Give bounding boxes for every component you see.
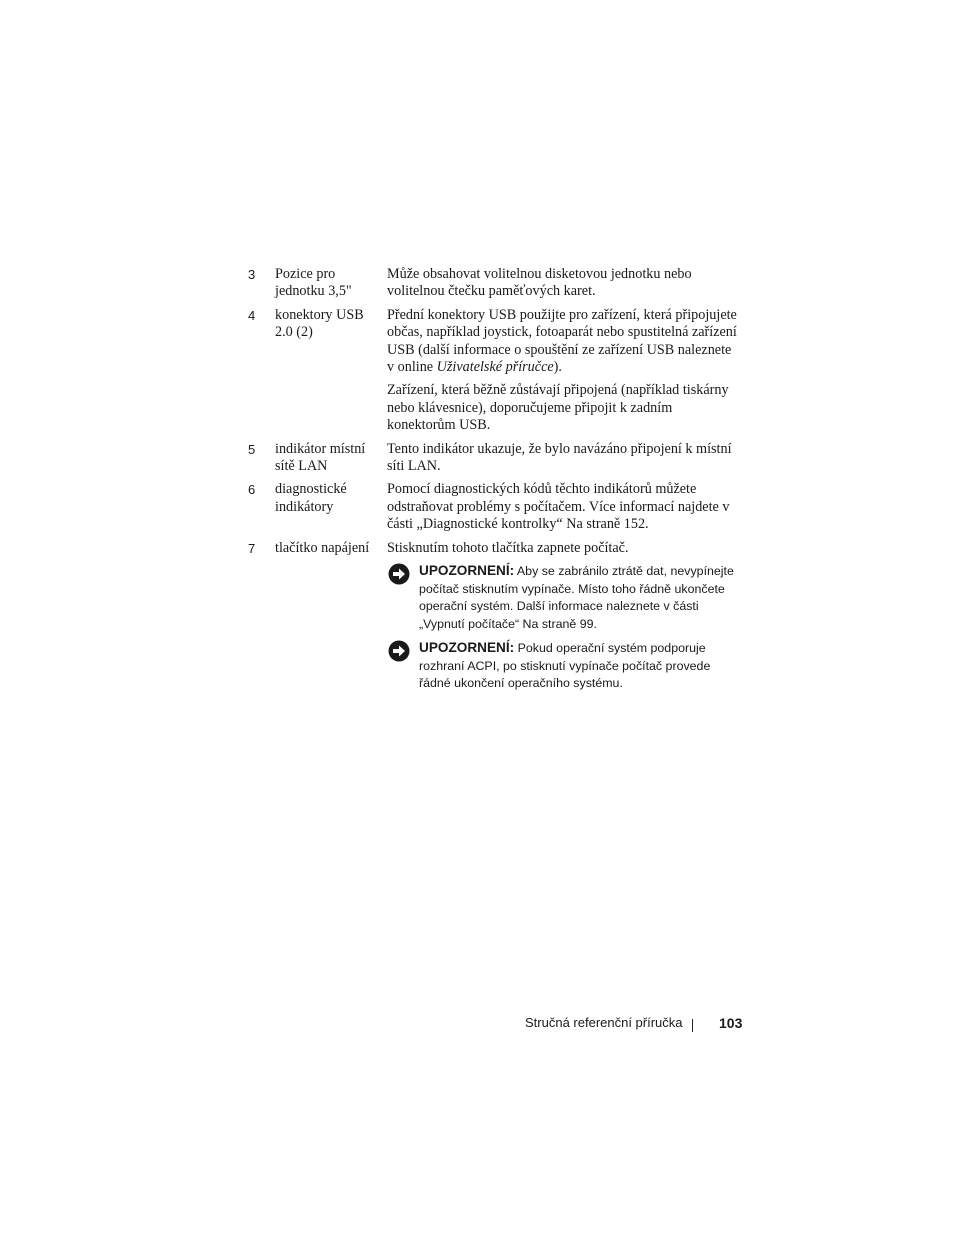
description-paragraph: Stisknutím tohoto tlačítka zapnete počítač. <box>387 539 629 556</box>
description-paragraph: Pomocí diagnostických kódů těchto indikátorů můžete odstraňovat problémy s počítačem. Více informací najdete v části „Diagnostické kontrolky“ Na straně 152. <box>387 481 730 533</box>
component-name: konektory USB 2.0 (2) <box>275 306 364 341</box>
description-text: Přední konektory USB použijte pro zařízení, která připojujete občas, například joystick, fotoaparát nebo spustitelná zařízení USB (další informace o spouštění ze zařízení USB naleznete v online <box>387 306 737 376</box>
component-name: Pozice pro jednotku 3,5" <box>275 266 352 300</box>
notice-body: Aby se zabránilo ztrátě dat, nevypínejte počítač stisknutím vypínače. Místo toho řádně ukončete operační systém. Další informace naleznete v části „Vypnutí počítače“ Na straně 99. <box>419 564 734 631</box>
footer-divider <box>692 1019 693 1032</box>
description-paragraph: Zařízení, která běžně zůstávají připojená (například tiskárny nebo klávesnice), doporučujeme připojit k zadním konektorům USB. <box>387 382 729 434</box>
notice-text <box>419 639 738 693</box>
component-name: tlačítko napájení <box>275 539 370 556</box>
page-number: 103 <box>719 1015 743 1031</box>
table-row <box>0 441 954 476</box>
description-paragraph: Tento indikátor ukazuje, že bylo navázáno připojení k místní síti LAN. <box>387 440 732 475</box>
row-number: 3 <box>248 267 256 282</box>
component-name: diagnostické indikátory <box>275 481 347 515</box>
row-number: 4 <box>248 307 256 323</box>
notice-body: Pokud operační systém podporuje rozhraní ACPI, po stisknutí vypínače počítač provede řádné ukončení operačního systému. <box>419 641 711 691</box>
user-guide-reference: Uživatelské příručce <box>436 359 554 376</box>
notice-text <box>419 562 738 633</box>
table-row <box>0 266 954 301</box>
row-number: 5 <box>248 441 256 457</box>
notice-arrow-icon <box>388 563 410 585</box>
page-footer <box>0 1015 954 1035</box>
row-number: 7 <box>248 540 256 556</box>
table-row <box>0 481 954 533</box>
notice-arrow-icon <box>388 640 410 662</box>
description-paragraph: Může obsahovat volitelnou disketovou jednotku nebo volitelnou čtečku paměťových karet. <box>387 266 692 300</box>
notice-label: UPOZORNENÍ: <box>419 640 515 655</box>
table-row <box>0 307 954 435</box>
description-text: ). <box>553 359 562 376</box>
component-table <box>0 266 954 563</box>
row-number: 6 <box>248 482 256 498</box>
component-description <box>387 307 739 435</box>
component-description <box>387 266 739 301</box>
component-description <box>387 481 739 533</box>
component-description <box>387 540 739 557</box>
notice-box <box>388 639 738 693</box>
component-name: indikátor místní sítě LAN <box>275 440 366 475</box>
table-row <box>0 540 954 557</box>
component-description <box>387 441 739 476</box>
notice-box <box>388 562 738 633</box>
description-paragraph <box>387 307 739 377</box>
notice-label: UPOZORNENÍ: <box>419 563 515 578</box>
footer-title: Stručná referenční příručka <box>525 1015 683 1030</box>
